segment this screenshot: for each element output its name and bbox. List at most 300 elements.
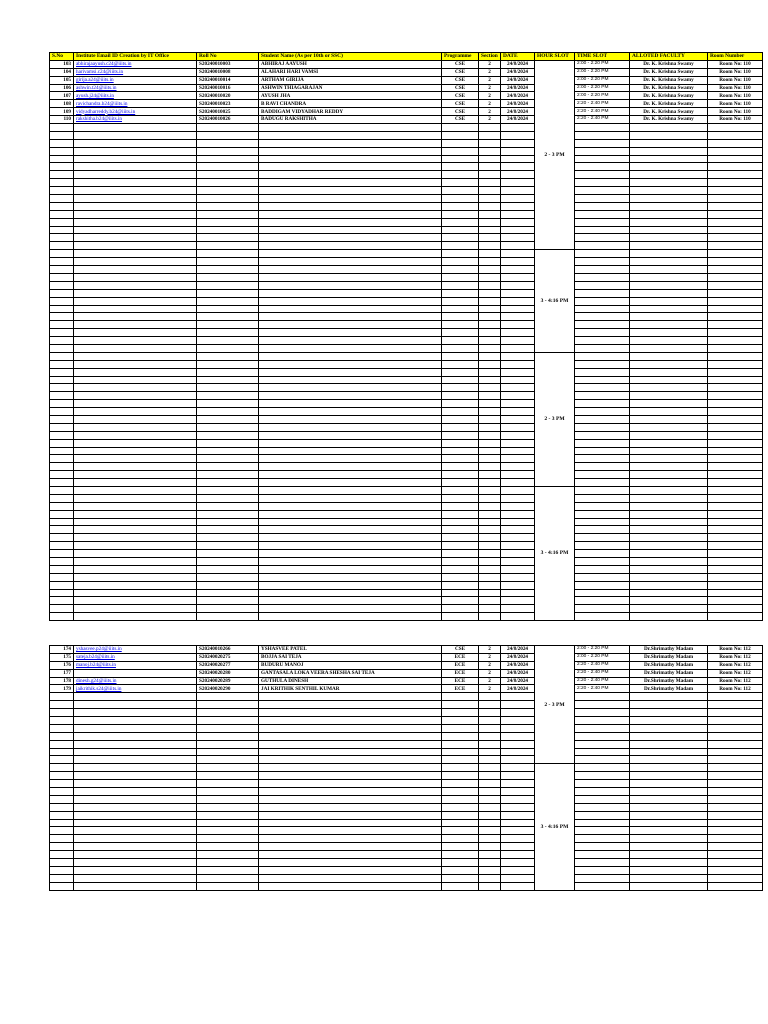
section: [479, 242, 501, 250]
email-link[interactable]: [74, 281, 197, 289]
alloted-faculty: [630, 724, 708, 732]
table-row: [50, 179, 763, 187]
time-slot: 2:00 - 2:20 PM: [575, 60, 630, 68]
email-link[interactable]: [74, 147, 197, 155]
roll-number: [197, 281, 259, 289]
email-link[interactable]: [74, 859, 197, 867]
serial-number: [50, 827, 74, 835]
section: [479, 526, 501, 534]
student-name: [259, 329, 442, 337]
room-number: Room No: 112: [708, 669, 763, 677]
email-link[interactable]: [74, 400, 197, 408]
room-number: [708, 226, 763, 234]
time-slot: [575, 337, 630, 345]
email-link[interactable]: [74, 297, 197, 305]
serial-number: [50, 202, 74, 210]
email-link[interactable]: [74, 337, 197, 345]
time-slot: [575, 526, 630, 534]
alloted-faculty: Dr.Shrimathy Madam: [630, 661, 708, 669]
alloted-faculty: [630, 187, 708, 195]
time-slot: [575, 202, 630, 210]
serial-number: [50, 447, 74, 455]
date: [501, 542, 535, 550]
date: [501, 360, 535, 368]
programme: [442, 605, 479, 613]
email-link[interactable]: [74, 597, 197, 605]
room-number: Room No: 110: [708, 76, 763, 84]
email-link[interactable]: ravichandra.b24@iiits.in: [74, 100, 197, 108]
serial-number: [50, 740, 74, 748]
time-slot: [575, 573, 630, 581]
serial-number: [50, 835, 74, 843]
student-name: [259, 392, 442, 400]
email-link[interactable]: manoj.b24@iiits.in: [74, 661, 197, 669]
student-name: [259, 281, 442, 289]
email-link[interactable]: [74, 669, 197, 677]
time-slot: [575, 218, 630, 226]
room-number: [708, 756, 763, 764]
student-name: ARTHAM GIRIJA: [259, 76, 442, 84]
time-slot: 2:00 - 2:20 PM: [575, 76, 630, 84]
email-link[interactable]: [74, 329, 197, 337]
table-row: [50, 242, 763, 250]
date: [501, 811, 535, 819]
section: [479, 131, 501, 139]
serial-number: [50, 281, 74, 289]
email-link[interactable]: [74, 242, 197, 250]
room-number: [708, 266, 763, 274]
date: [501, 534, 535, 542]
header-time-slot: TIME SLOT: [575, 53, 630, 61]
date: [501, 266, 535, 274]
email-link[interactable]: [74, 431, 197, 439]
email-link[interactable]: [74, 479, 197, 487]
room-number: [708, 534, 763, 542]
student-name: ALAHARI HARI VAMSI: [259, 68, 442, 76]
programme: [442, 510, 479, 518]
email-link[interactable]: vidyadharreddy.b24@iiits.in: [74, 108, 197, 116]
section: [479, 415, 501, 423]
date: [501, 415, 535, 423]
email-link[interactable]: [74, 258, 197, 266]
roll-number: [197, 439, 259, 447]
table-row: [50, 835, 763, 843]
student-name: [259, 843, 442, 851]
alloted-faculty: [630, 242, 708, 250]
email-link[interactable]: [74, 882, 197, 890]
email-link[interactable]: [74, 717, 197, 725]
programme: [442, 455, 479, 463]
email-link[interactable]: [74, 874, 197, 882]
email-link[interactable]: [74, 360, 197, 368]
time-slot: [575, 803, 630, 811]
section: [479, 195, 501, 203]
room-number: Room No: 112: [708, 646, 763, 654]
table-row: [50, 447, 763, 455]
email-link[interactable]: [74, 724, 197, 732]
date: [501, 423, 535, 431]
serial-number: [50, 147, 74, 155]
table-row: [50, 116, 763, 124]
date: [501, 139, 535, 147]
email-link[interactable]: [74, 392, 197, 400]
email-link[interactable]: [74, 494, 197, 502]
email-link[interactable]: rakshitha.b24@iiits.in: [74, 116, 197, 124]
programme: [442, 439, 479, 447]
section: [479, 352, 501, 360]
roll-number: [197, 210, 259, 218]
time-slot: [575, 542, 630, 550]
email-link[interactable]: [74, 732, 197, 740]
email-link[interactable]: [74, 408, 197, 416]
serial-number: [50, 415, 74, 423]
alloted-faculty: [630, 851, 708, 859]
date: [501, 573, 535, 581]
alloted-faculty: [630, 455, 708, 463]
email-link[interactable]: [74, 827, 197, 835]
section: [479, 439, 501, 447]
email-link[interactable]: [74, 756, 197, 764]
email-link[interactable]: harivamsi.c24@iiits.in: [74, 68, 197, 76]
section: [479, 550, 501, 558]
email-link[interactable]: [74, 788, 197, 796]
email-link[interactable]: [74, 613, 197, 621]
table-row: [50, 740, 763, 748]
email-link[interactable]: [74, 701, 197, 709]
serial-number: [50, 455, 74, 463]
serial-number: 107: [50, 92, 74, 100]
date: [501, 329, 535, 337]
email-link[interactable]: [74, 368, 197, 376]
alloted-faculty: [630, 526, 708, 534]
serial-number: [50, 764, 74, 772]
roll-number: [197, 811, 259, 819]
roll-number: [197, 772, 259, 780]
email-link[interactable]: [74, 313, 197, 321]
room-number: [708, 195, 763, 203]
alloted-faculty: Dr. K. Krishna Swamy: [630, 76, 708, 84]
alloted-faculty: [630, 613, 708, 621]
student-name: [259, 202, 442, 210]
section: [479, 471, 501, 479]
email-link[interactable]: [74, 803, 197, 811]
programme: CSE: [442, 116, 479, 124]
programme: [442, 226, 479, 234]
time-slot: [575, 400, 630, 408]
email-link[interactable]: [74, 486, 197, 494]
serial-number: [50, 195, 74, 203]
room-number: [708, 124, 763, 132]
hour-slot: 2 - 3 PM: [535, 352, 575, 486]
email-link[interactable]: [74, 352, 197, 360]
section: 2: [479, 669, 501, 677]
email-link[interactable]: [74, 187, 197, 195]
student-name: [259, 613, 442, 621]
email-link[interactable]: [74, 376, 197, 384]
email-link[interactable]: [74, 819, 197, 827]
time-slot: [575, 589, 630, 597]
programme: [442, 408, 479, 416]
email-link[interactable]: [74, 202, 197, 210]
table-row: [50, 882, 763, 890]
email-link[interactable]: [74, 851, 197, 859]
programme: [442, 258, 479, 266]
email-link[interactable]: [74, 740, 197, 748]
email-link[interactable]: [74, 709, 197, 717]
table-row: [50, 843, 763, 851]
table-row: [50, 646, 763, 654]
email-link[interactable]: [74, 289, 197, 297]
room-number: [708, 874, 763, 882]
section: [479, 597, 501, 605]
time-slot: [575, 819, 630, 827]
email-link[interactable]: [74, 795, 197, 803]
alloted-faculty: [630, 874, 708, 882]
serial-number: 103: [50, 60, 74, 68]
email-link[interactable]: [74, 565, 197, 573]
table-row: [50, 874, 763, 882]
email-link[interactable]: [74, 550, 197, 558]
alloted-faculty: [630, 693, 708, 701]
email-link[interactable]: [74, 463, 197, 471]
email-link[interactable]: [74, 139, 197, 147]
email-link[interactable]: [74, 843, 197, 851]
student-name: [259, 124, 442, 132]
email-link[interactable]: [74, 471, 197, 479]
table-row: [50, 510, 763, 518]
room-number: [708, 717, 763, 725]
room-number: [708, 313, 763, 321]
email-link[interactable]: [74, 321, 197, 329]
time-slot: [575, 360, 630, 368]
student-name: [259, 415, 442, 423]
email-link[interactable]: [74, 780, 197, 788]
date: [501, 724, 535, 732]
table-row: [50, 685, 763, 693]
email-link[interactable]: ashwin.t24@iiits.in: [74, 84, 197, 92]
email-link[interactable]: dinesh.g24@iiits.in: [74, 677, 197, 685]
email-link[interactable]: abhirajaayush.c24@iiits.in: [74, 60, 197, 68]
section: [479, 124, 501, 132]
email-link[interactable]: [74, 163, 197, 171]
table-row: [50, 226, 763, 234]
email-link[interactable]: [74, 811, 197, 819]
student-name: [259, 250, 442, 258]
student-name: [259, 565, 442, 573]
room-number: [708, 788, 763, 796]
email-link[interactable]: [74, 772, 197, 780]
email-link[interactable]: [74, 439, 197, 447]
email-link[interactable]: [74, 605, 197, 613]
table-row: [50, 486, 763, 494]
serial-number: [50, 613, 74, 621]
section: [479, 882, 501, 890]
student-name: [259, 163, 442, 171]
date: [501, 147, 535, 155]
email-link[interactable]: [74, 250, 197, 258]
email-link[interactable]: [74, 526, 197, 534]
alloted-faculty: [630, 281, 708, 289]
serial-number: [50, 859, 74, 867]
alloted-faculty: [630, 542, 708, 550]
date: 24/8/2024: [501, 669, 535, 677]
time-slot: [575, 795, 630, 803]
email-link[interactable]: [74, 423, 197, 431]
alloted-faculty: Dr.Shrimathy Madam: [630, 685, 708, 693]
email-link[interactable]: [74, 384, 197, 392]
serial-number: [50, 400, 74, 408]
programme: ECE: [442, 685, 479, 693]
email-link[interactable]: yshasvee.p24@iiits.in: [74, 646, 197, 654]
student-name: [259, 819, 442, 827]
table-row: [50, 313, 763, 321]
email-link[interactable]: [74, 171, 197, 179]
section: [479, 502, 501, 510]
roll-number: [197, 709, 259, 717]
section: [479, 764, 501, 772]
time-slot: [575, 780, 630, 788]
section: [479, 163, 501, 171]
email-link[interactable]: [74, 764, 197, 772]
roll-number: [197, 384, 259, 392]
email-link[interactable]: [74, 502, 197, 510]
date: [501, 344, 535, 352]
email-link[interactable]: ayush.j24@iiits.in: [74, 92, 197, 100]
email-link[interactable]: [74, 518, 197, 526]
room-number: Room No: 112: [708, 685, 763, 693]
alloted-faculty: [630, 226, 708, 234]
programme: [442, 589, 479, 597]
time-slot: [575, 701, 630, 709]
section: 2: [479, 646, 501, 654]
date: [501, 297, 535, 305]
roll-number: S20240010026: [197, 116, 259, 124]
alloted-faculty: [630, 313, 708, 321]
programme: [442, 360, 479, 368]
email-link[interactable]: [74, 273, 197, 281]
programme: [442, 550, 479, 558]
section: [479, 321, 501, 329]
email-link[interactable]: [74, 305, 197, 313]
serial-number: [50, 479, 74, 487]
programme: [442, 124, 479, 132]
email-link[interactable]: [74, 210, 197, 218]
email-link[interactable]: [74, 589, 197, 597]
programme: [442, 701, 479, 709]
alloted-faculty: [630, 494, 708, 502]
table-row: [50, 463, 763, 471]
roll-number: [197, 313, 259, 321]
alloted-faculty: Dr. K. Krishna Swamy: [630, 116, 708, 124]
date: [501, 155, 535, 163]
room-number: [708, 851, 763, 859]
table-row: [50, 772, 763, 780]
email-link[interactable]: [74, 226, 197, 234]
email-link[interactable]: [74, 218, 197, 226]
email-link[interactable]: [74, 866, 197, 874]
serial-number: [50, 226, 74, 234]
student-name: [259, 218, 442, 226]
email-link[interactable]: [74, 835, 197, 843]
serial-number: [50, 724, 74, 732]
email-link[interactable]: sateja.b24@iiits.in: [74, 653, 197, 661]
date: [501, 210, 535, 218]
room-number: [708, 701, 763, 709]
time-slot: [575, 693, 630, 701]
email-link[interactable]: [74, 179, 197, 187]
email-link[interactable]: [74, 581, 197, 589]
student-name: [259, 803, 442, 811]
section: [479, 819, 501, 827]
programme: [442, 368, 479, 376]
roll-number: [197, 732, 259, 740]
email-link[interactable]: jaikrithik.s24@iiits.in: [74, 685, 197, 693]
header-date: DATE: [501, 53, 535, 61]
email-link[interactable]: girija.a24@iiits.in: [74, 76, 197, 84]
time-slot: [575, 764, 630, 772]
email-link[interactable]: [74, 447, 197, 455]
programme: [442, 502, 479, 510]
email-link[interactable]: [74, 415, 197, 423]
programme: [442, 518, 479, 526]
table-row: [50, 376, 763, 384]
email-link[interactable]: [74, 748, 197, 756]
time-slot: [575, 866, 630, 874]
table-row: [50, 859, 763, 867]
serial-number: [50, 843, 74, 851]
time-slot: [575, 605, 630, 613]
email-link[interactable]: [74, 542, 197, 550]
serial-number: [50, 344, 74, 352]
date: [501, 431, 535, 439]
email-link[interactable]: [74, 344, 197, 352]
email-link[interactable]: [74, 195, 197, 203]
email-link[interactable]: [74, 131, 197, 139]
section: 2: [479, 92, 501, 100]
roll-number: [197, 147, 259, 155]
email-link[interactable]: [74, 510, 197, 518]
email-link[interactable]: [74, 234, 197, 242]
email-link[interactable]: [74, 155, 197, 163]
section: [479, 155, 501, 163]
date: [501, 400, 535, 408]
table-row: [50, 827, 763, 835]
alloted-faculty: [630, 550, 708, 558]
room-number: [708, 866, 763, 874]
email-link[interactable]: [74, 455, 197, 463]
date: [501, 242, 535, 250]
email-link[interactable]: [74, 266, 197, 274]
student-name: [259, 376, 442, 384]
table-row: [50, 266, 763, 274]
email-link[interactable]: [74, 124, 197, 132]
date: 24/8/2024: [501, 653, 535, 661]
student-name: [259, 431, 442, 439]
alloted-faculty: [630, 866, 708, 874]
section: [479, 589, 501, 597]
programme: [442, 724, 479, 732]
alloted-faculty: [630, 195, 708, 203]
roll-number: [197, 494, 259, 502]
date: [501, 581, 535, 589]
email-link[interactable]: [74, 558, 197, 566]
room-number: [708, 329, 763, 337]
email-link[interactable]: [74, 534, 197, 542]
email-link[interactable]: [74, 693, 197, 701]
table-row: [50, 100, 763, 108]
email-link[interactable]: [74, 573, 197, 581]
programme: [442, 717, 479, 725]
